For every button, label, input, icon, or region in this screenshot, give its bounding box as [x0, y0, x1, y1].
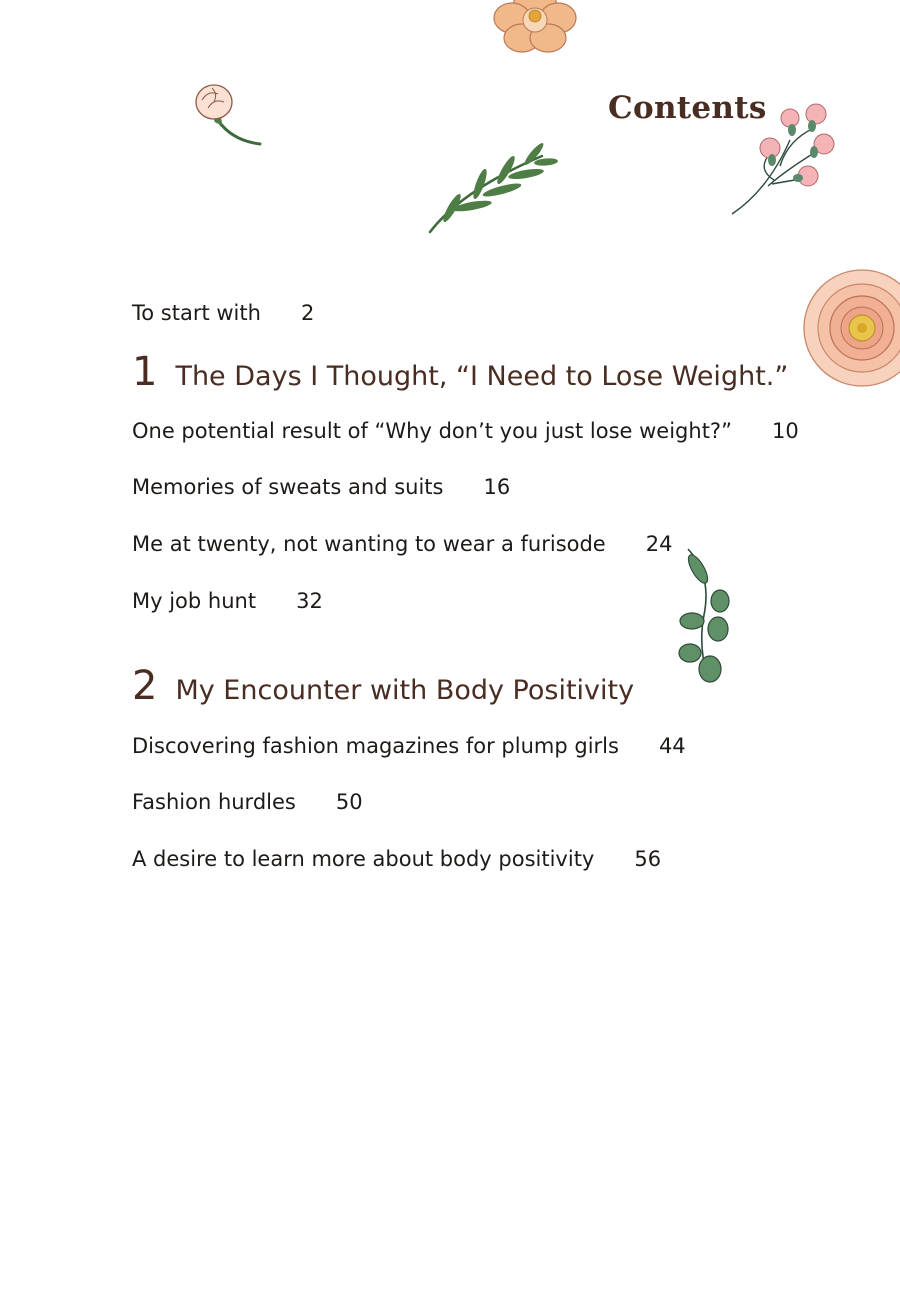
- toc-entry-page: 24: [645, 532, 673, 556]
- toc-entry-intro[interactable]: [132, 299, 314, 327]
- toc-entry-page: 10: [771, 419, 799, 443]
- toc-entry-page: 32: [296, 589, 323, 613]
- toc-entry[interactable]: [132, 530, 672, 558]
- toc-entry[interactable]: [132, 587, 323, 615]
- peach-flower-icon: [490, 0, 580, 62]
- toc-entry-title: Discovering fashion magazines for plump girls: [132, 734, 619, 758]
- chapter-heading-2[interactable]: [132, 663, 635, 714]
- toc-entry[interactable]: [132, 473, 510, 501]
- chapter-heading-1[interactable]: [132, 349, 789, 400]
- toc-entry-page: 44: [658, 734, 686, 758]
- rosemary-sprig-icon: [422, 140, 562, 240]
- toc-entry-page: 16: [483, 475, 511, 499]
- chapter-number: 2: [132, 663, 158, 709]
- eucalyptus-branch-icon: [674, 545, 738, 687]
- page-title: Contents: [608, 90, 767, 126]
- toc-entry-page: 56: [634, 847, 662, 871]
- toc-entry-title: My job hunt: [132, 589, 257, 613]
- toc-entry-title: Memories of sweats and suits: [132, 475, 444, 499]
- peach-rose-icon: [800, 268, 900, 390]
- rosebud-icon: [188, 80, 268, 152]
- toc-entry[interactable]: [132, 732, 686, 760]
- chapter-title: My Encounter with Body Positivity: [175, 675, 635, 706]
- toc-entry-title: To start with: [132, 301, 261, 325]
- toc-entry-title: One potential result of “Why don’t you just lose weight?”: [132, 419, 732, 443]
- toc-entry-title: Me at twenty, not wanting to wear a furisode: [132, 532, 606, 556]
- chapter-title: The Days I Thought, “I Need to Lose Weight.”: [175, 361, 789, 392]
- toc-entry-page: 50: [335, 790, 363, 814]
- chapter-number: 1: [132, 349, 158, 395]
- toc-entry[interactable]: [132, 417, 799, 445]
- toc-entry-title: Fashion hurdles: [132, 790, 296, 814]
- toc-entry[interactable]: [132, 788, 363, 816]
- toc-entry-title: A desire to learn more about body positivity: [132, 847, 595, 871]
- toc-entry-page: 2: [300, 301, 315, 325]
- toc-entry[interactable]: [132, 845, 661, 873]
